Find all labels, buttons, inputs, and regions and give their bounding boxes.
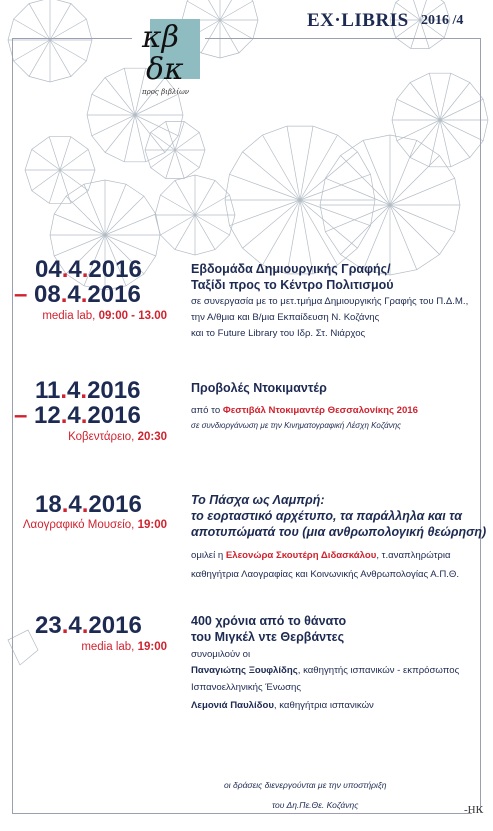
umbrella-rib bbox=[390, 205, 440, 255]
umbrella-rib bbox=[390, 156, 440, 206]
umbrella-rib bbox=[300, 174, 371, 200]
umbrella-rib bbox=[160, 195, 195, 215]
umbrella-rib bbox=[92, 94, 135, 115]
umbrella-rib bbox=[201, 0, 220, 20]
umbrella-rib bbox=[341, 205, 391, 255]
svg-text:κβ: κβ bbox=[142, 20, 180, 55]
event-title: Το Πάσχα ως Λαμπρή: το εορταστικό αρχέτυπο, τα παράλληλα και τα αποτυπώματά του (μια ανθρωπολογική θεώρηση) bbox=[191, 493, 487, 539]
umbrella-rib bbox=[195, 195, 230, 215]
frame-bottom-line bbox=[12, 813, 472, 814]
umbrella-rib bbox=[175, 150, 184, 179]
event-speaker: Λεμονιά Παυλίδου, καθηγήτρια ισπανικών bbox=[191, 700, 374, 711]
umbrella-rib bbox=[243, 152, 301, 200]
umbrella-rib bbox=[220, 1, 253, 20]
umbrella-rib bbox=[230, 200, 301, 226]
umbrella-rib bbox=[175, 215, 195, 250]
umbrella-rib bbox=[440, 120, 483, 141]
umbrella-rib bbox=[60, 137, 71, 170]
umbrella-rib bbox=[32, 170, 60, 191]
event-description: από το Φεστιβάλ Ντοκιμαντέρ Θεσσαλονίκης 2016 bbox=[191, 405, 418, 416]
event-venue-time: Λαογραφικό Μουσείο, 19:00 bbox=[22, 519, 167, 531]
event-title: Εβδομάδα Δημιουργικής Γραφής/ Ταξίδι προς το Κέντρο Πολιτισμού bbox=[191, 262, 394, 292]
umbrella-rib bbox=[14, 19, 50, 40]
umbrella-rib bbox=[92, 115, 135, 136]
umbrella-rib bbox=[166, 150, 175, 179]
event-date-start: 18.4.2016 bbox=[35, 491, 142, 518]
umbrella-rib bbox=[220, 0, 239, 20]
umbrella-rib bbox=[135, 115, 178, 136]
frame-right-line bbox=[480, 38, 481, 813]
event-description: σε συνεργασία με το μετ.τμήμα Δημιουργικής Γραφής του Π.Δ.Μ., την Α/θμια και Β/μια Εκπαίδευση Ν. Κοζάνης και το Future Library του Ιδρ. Στ. Νιάρχος bbox=[191, 296, 469, 339]
umbrella-rib bbox=[14, 40, 50, 61]
umbrella-rib bbox=[60, 170, 88, 191]
logo-caption: προς βιβλίων bbox=[142, 88, 190, 96]
umbrella-rib bbox=[105, 196, 144, 235]
umbrella-rib bbox=[220, 20, 253, 39]
event-title: 400 χρόνια από το θάνατο του Μιγκέλ ντε Θερβάντες bbox=[191, 614, 347, 644]
umbrella-rib bbox=[29, 40, 50, 76]
event-venue-time: media lab, 19:00 bbox=[81, 641, 167, 653]
event-speaker-title: Ισπανοελληνικής Ένωσης bbox=[191, 682, 301, 693]
event-date-end: – 08.4.2016 bbox=[14, 281, 141, 308]
frame-top-line bbox=[12, 38, 132, 39]
brand-title: EX·LIBRIS bbox=[307, 10, 409, 31]
umbrella-rib bbox=[151, 150, 175, 168]
footer-sponsor-line: του Δη.Πε.Θε. Κοζάνης bbox=[272, 800, 359, 810]
issue-label: 2016 /4 bbox=[421, 13, 464, 28]
event-venue-time: media lab, 09:00 - 13.00 bbox=[42, 310, 167, 322]
umbrella-rib bbox=[411, 20, 420, 49]
umbrella-rib bbox=[49, 137, 60, 170]
svg-text:δκ: δκ bbox=[146, 52, 184, 85]
umbrella-rib bbox=[230, 174, 301, 200]
umbrella-rib bbox=[135, 94, 178, 115]
event-coorganizer-note: σε συνδιοργάνωση με την Κινηματογραφική Λέσχη Κοζάνης bbox=[191, 421, 402, 430]
umbrella-rib bbox=[397, 99, 440, 120]
umbrella-rib bbox=[397, 120, 440, 141]
event-venue-time: Κοβεντάρειο, 20:30 bbox=[68, 431, 167, 443]
umbrella-rib bbox=[300, 152, 358, 200]
frame-left-line bbox=[12, 38, 13, 813]
event-date-start: 04.4.2016 bbox=[35, 256, 142, 283]
umbrella-rib bbox=[201, 20, 220, 53]
umbrella-rib bbox=[195, 180, 215, 215]
umbrella-rib bbox=[32, 149, 60, 170]
umbrella-rib bbox=[243, 200, 301, 248]
event-date-start: 23.4.2016 bbox=[35, 612, 142, 639]
umbrella-rib bbox=[49, 170, 60, 203]
umbrella-rib bbox=[160, 215, 195, 235]
artist-signature: -ΗΚ bbox=[464, 804, 484, 816]
umbrella-rib bbox=[300, 200, 371, 226]
umbrella-rib bbox=[151, 132, 175, 150]
umbrella-rib bbox=[341, 156, 391, 206]
event-speaker: Παναγιώτης Ξουφλίδης, καθηγητής ισπανικών - εκπρόσωπος bbox=[191, 665, 460, 676]
umbrella-rib bbox=[300, 200, 358, 248]
umbrella-rib bbox=[50, 4, 71, 40]
event-speaker-title: καθηγήτρια Λαογραφίας και Κοινωνικής Ανθρωπολογίας Α.Π.Θ. bbox=[191, 569, 460, 580]
umbrella-rib bbox=[195, 215, 215, 250]
umbrella-rib bbox=[66, 196, 105, 235]
event-intro: συνομιλούν οι bbox=[191, 649, 251, 660]
umbrella-rib bbox=[29, 4, 50, 40]
footer-support-line: οι δράσεις διενεργούνται με την υποστήριξη bbox=[224, 780, 387, 790]
umbrella-rib bbox=[440, 99, 483, 120]
event-date-start: 11.4.2016 bbox=[35, 377, 141, 404]
umbrella-rib bbox=[60, 149, 88, 170]
umbrella-rib bbox=[195, 215, 230, 235]
umbrella-rib bbox=[50, 40, 71, 76]
event-title: Προβολές Ντοκιμαντέρ bbox=[191, 381, 327, 395]
umbrella-rib bbox=[60, 170, 71, 203]
umbrella-rib bbox=[50, 19, 86, 40]
kvdk-logo bbox=[138, 13, 202, 85]
umbrella-rib bbox=[175, 122, 184, 151]
umbrella-rib bbox=[50, 40, 86, 61]
event-speaker: ομιλεί η Ελεονώρα Σκουτέρη Διδασκάλου, τ.αναπληρώτρια bbox=[191, 550, 451, 561]
umbrella-rib bbox=[175, 150, 199, 168]
umbrella-rib bbox=[220, 20, 239, 53]
umbrella-rib bbox=[175, 180, 195, 215]
event-date-end: – 12.4.2016 bbox=[14, 402, 141, 429]
frame-top-line bbox=[205, 38, 480, 39]
